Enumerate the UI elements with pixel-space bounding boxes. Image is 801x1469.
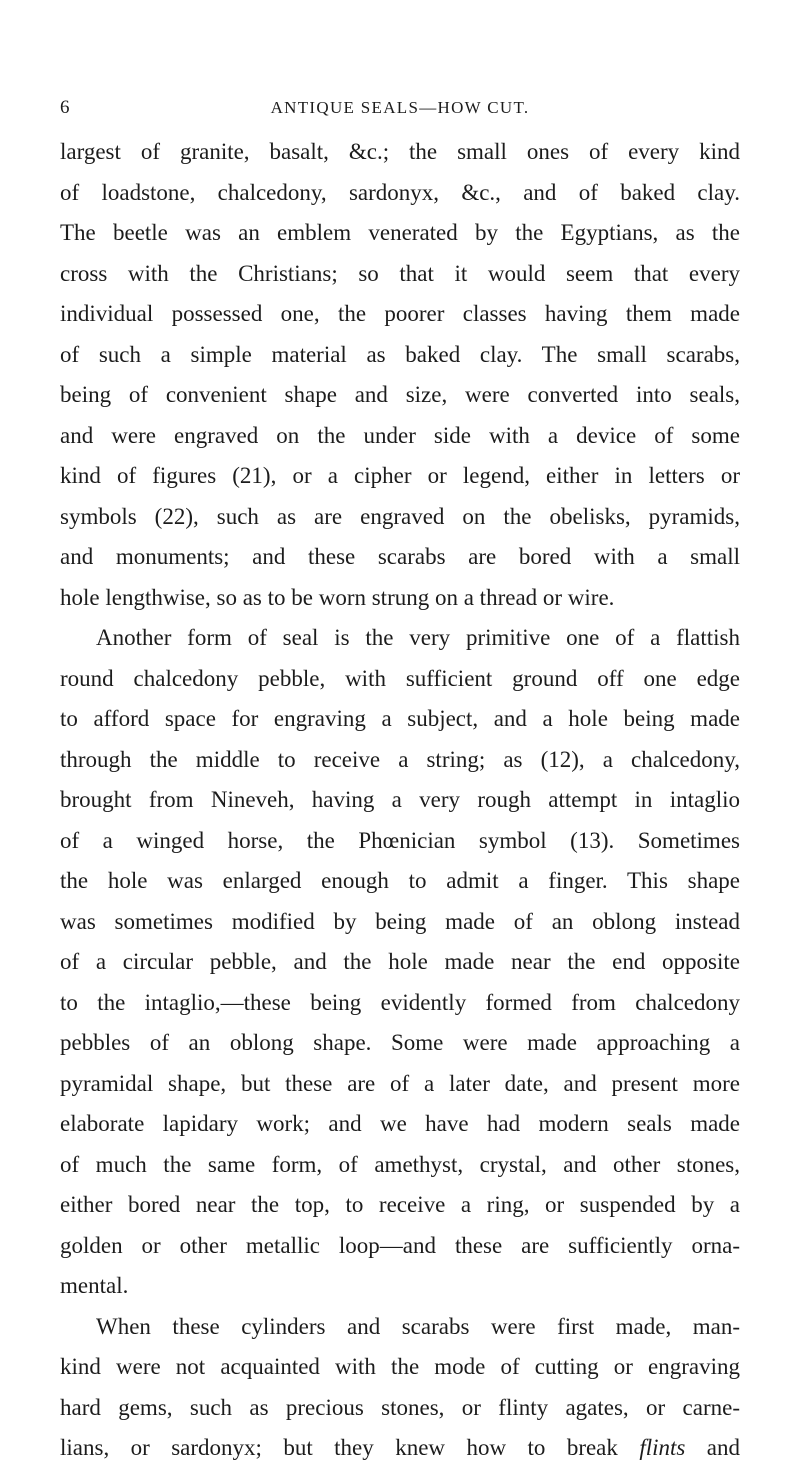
text-line: of such a simple material as baked clay. The small scarabs, — [60, 341, 740, 367]
body-text — [60, 132, 740, 1469]
text-line: pyramidal shape, but these are of a later date, and present more — [60, 1070, 740, 1096]
italic-word: flints — [639, 1435, 686, 1460]
text-line: hole lengthwise, so as to be worn strung on a thread or wire. — [60, 584, 615, 610]
text-line: to the intaglio,—these being evidently formed from chalcedony — [60, 989, 740, 1015]
text-line: brought from Nineveh, having a very rough attempt in intaglio — [60, 787, 740, 812]
text-line: The beetle was an emblem venerated by the Egyptians, as the — [60, 220, 740, 245]
text-line: either bored near the top, to receive a ring, or suspended by a — [60, 1192, 740, 1217]
text-line-final — [60, 1428, 740, 1469]
text-line: individual possessed one, the poorer classes having them made — [60, 301, 740, 326]
text-line: golden or other metallic loop—and these are sufficiently orna- — [60, 1232, 740, 1258]
running-head: ANTIQUE SEALS—HOW CUT. — [270, 98, 530, 117]
text-line: of much the same form, of amethyst, crystal, and other stones, — [60, 1151, 740, 1177]
text-line: pebbles of an oblong shape. Some were made approaching a — [60, 1030, 740, 1055]
text-line-indented: Another form of seal is the very primitive one of a flattish — [96, 625, 740, 650]
text-line: of a circular pebble, and the hole made near the end opposite — [60, 949, 740, 974]
text-line: largest of granite, basalt, &c.; the small ones of every kind — [60, 139, 740, 164]
text-line: being of convenient shape and size, were converted into seals, — [60, 382, 740, 407]
text-line: of loadstone, chalcedony, sardonyx, &c., and of baked clay. — [60, 179, 740, 205]
text-line: cross with the Christians; so that it would seem that every — [60, 260, 740, 286]
text-line: to afford space for engraving a subject, and a hole being made — [60, 706, 740, 731]
text-line: kind were not acquainted with the mode of cutting or engraving — [60, 1354, 740, 1379]
text-line: was sometimes modified by being made of an oblong instead — [60, 908, 740, 934]
text-line: symbols (22), such as are engraved on the obelisks, pyramids, — [60, 503, 740, 529]
text-line: elaborate lapidary work; and we have had modern seals made — [60, 1111, 740, 1136]
text-line: the hole was enlarged enough to admit a finger. This shape — [60, 868, 740, 893]
page-header — [60, 97, 740, 121]
text-line: mental. — [60, 1273, 129, 1298]
text-line: and monuments; and these scarabs are bored with a small — [60, 544, 740, 569]
text-line: through the middle to receive a string; as (12), a chalcedony, — [60, 746, 740, 772]
text-line: kind of figures (21), or a cipher or legend, either in letters or — [60, 463, 740, 488]
text-line: of a winged horse, the Phœnician symbol (13). Sometimes — [60, 827, 740, 853]
text-line: and were engraved on the under side with a device of some — [60, 422, 740, 448]
text-line-indented: When these cylinders and scarabs were first made, man- — [96, 1313, 740, 1339]
text-line-final-start: lians, or sardonyx; but they knew how to break — [60, 1435, 618, 1460]
text-line: hard gems, such as precious stones, or flinty agates, or carne- — [60, 1394, 740, 1420]
text-line: round chalcedony pebble, with sufficient ground off one edge — [60, 665, 740, 691]
text-line-final-end: and — [706, 1435, 740, 1460]
page-number: 6 — [60, 97, 70, 118]
